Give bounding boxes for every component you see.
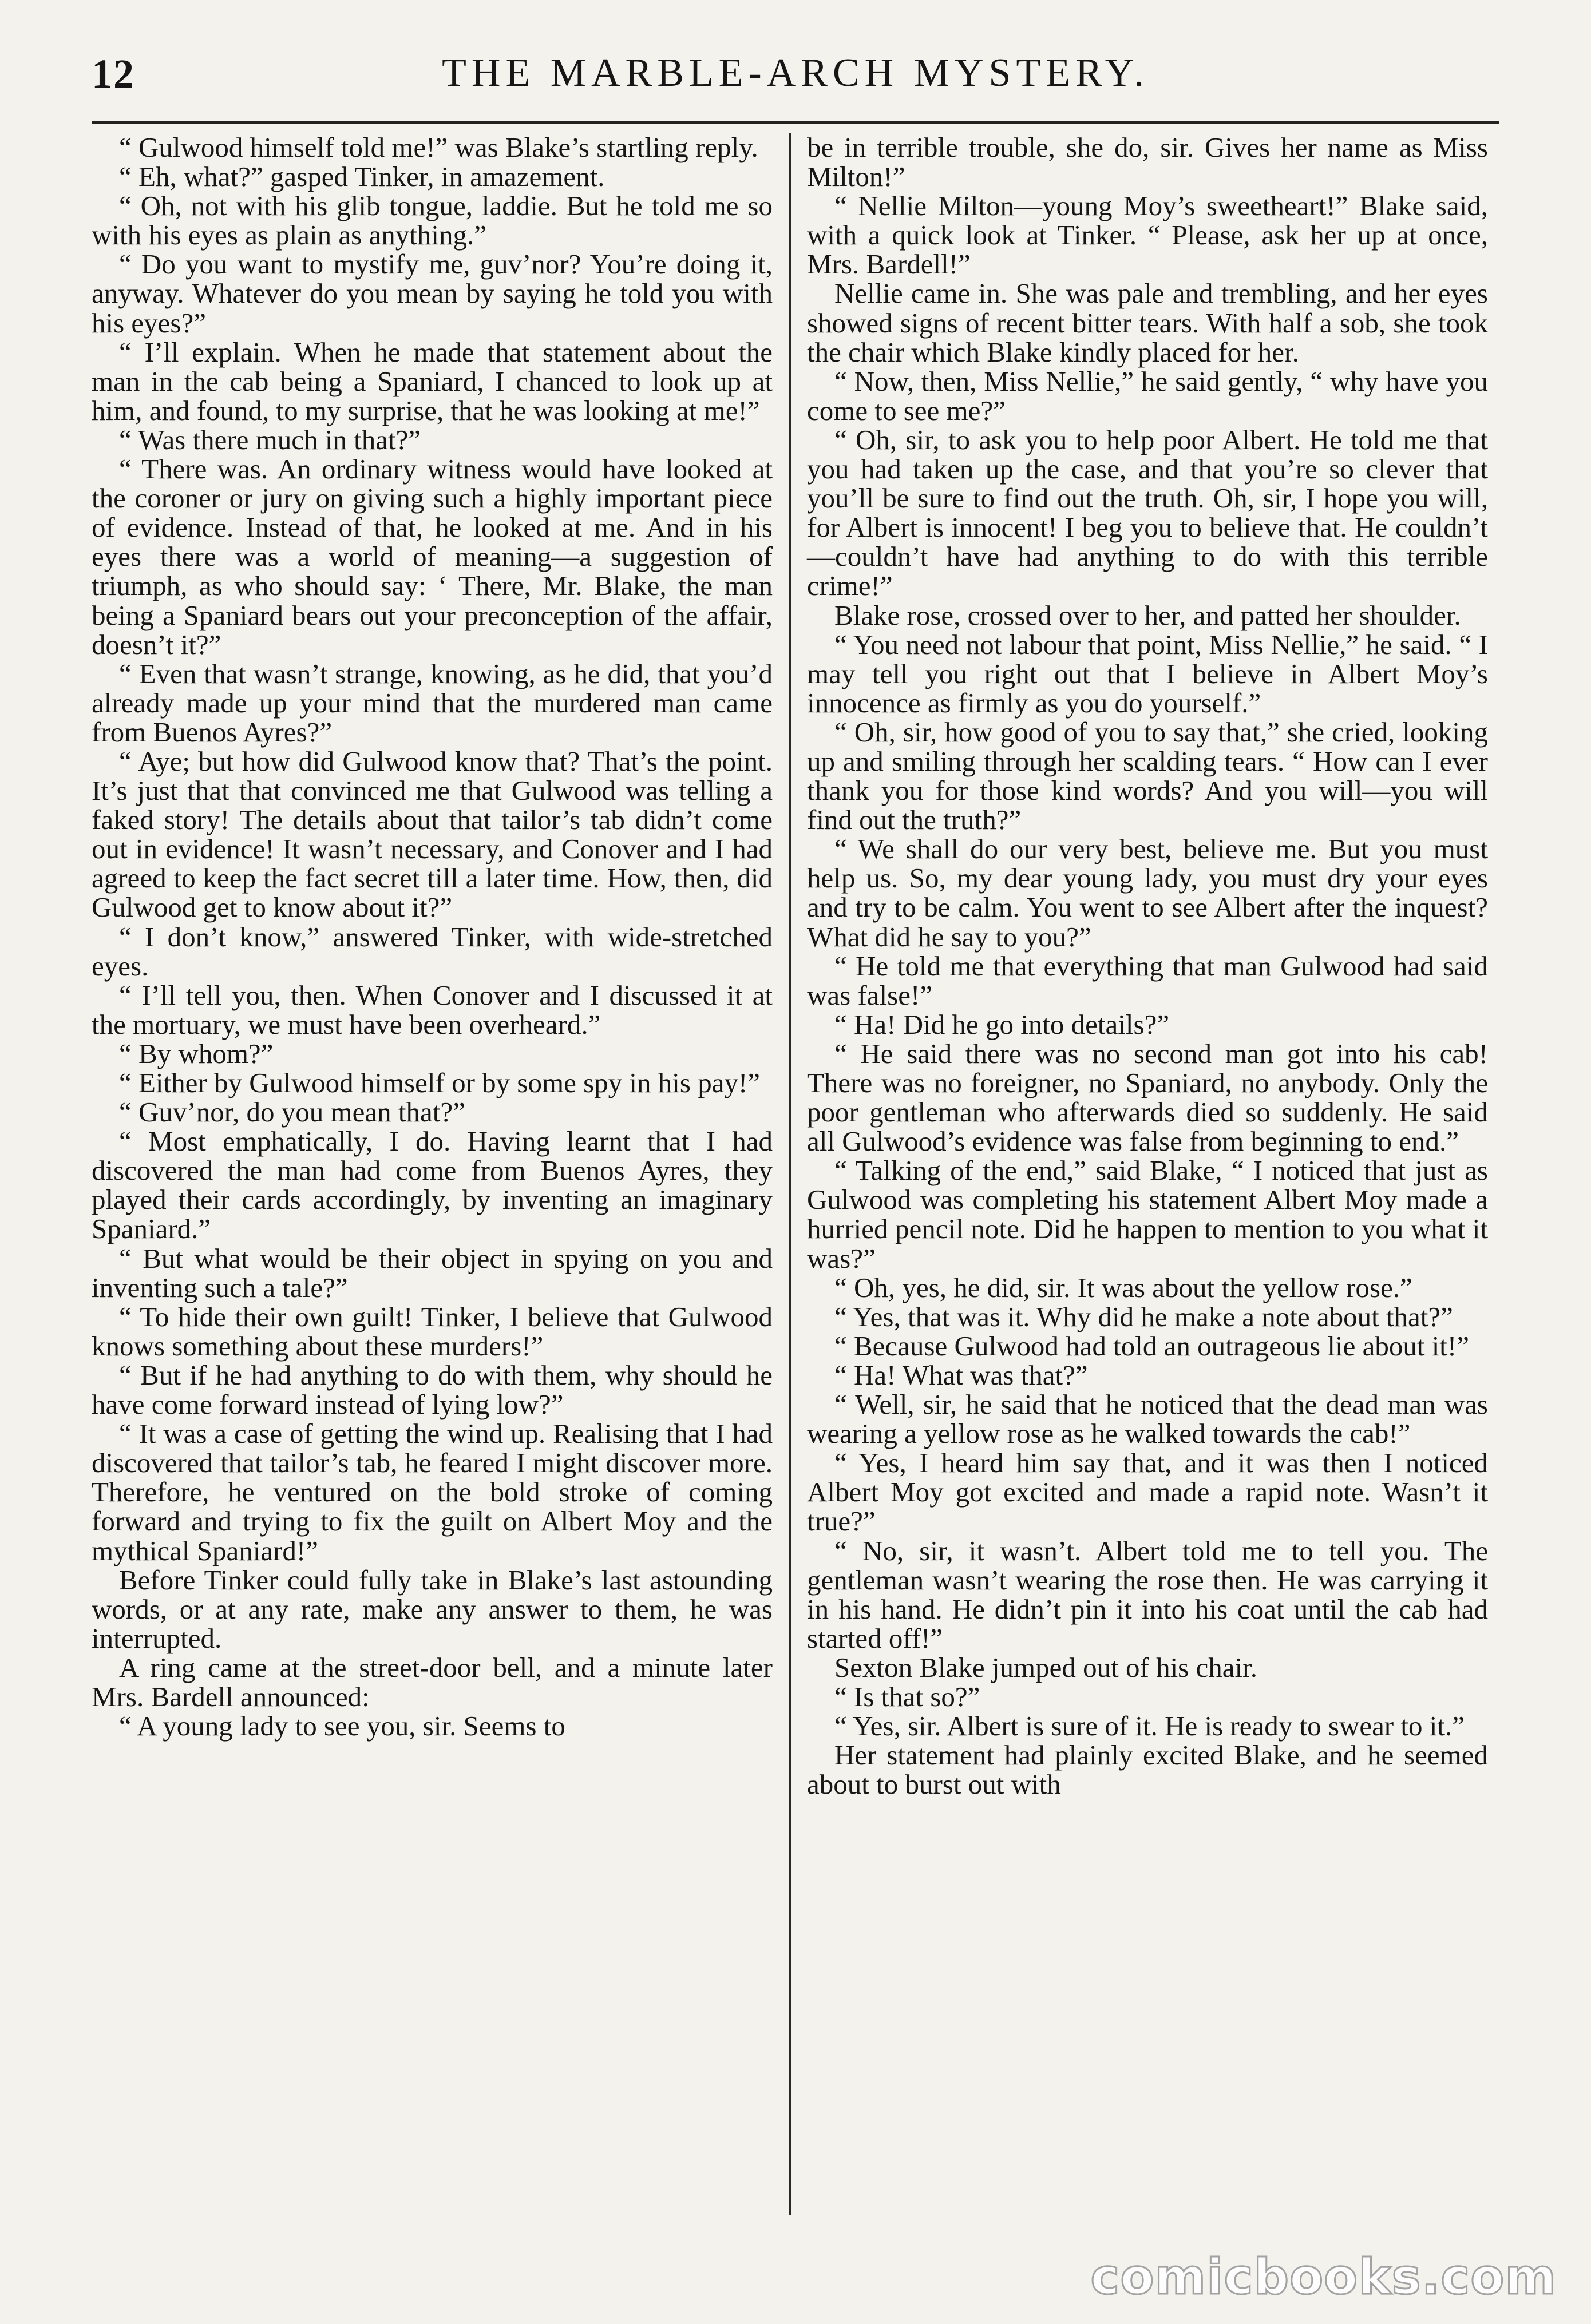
paragraph: “ You need not labour that point, Miss Nellie,” he said. “ I may tell you right out that I believe in Albert Moy’s innocence as firmly as you do yourself.” (807, 628, 1488, 719)
paragraph: “ Yes, sir. Albert is sure of it. He is ready to swear to it.” (834, 1710, 1465, 1742)
paragraph: Her statement had plainly excited Blake, and he seemed about to burst out with (807, 1739, 1488, 1800)
paragraph: “ Yes, that was it. Why did he make a note about that?” (834, 1300, 1453, 1332)
paragraph: “ Oh, sir, how good of you to say that,” she cried, looking up and smiling through her scalding tears. “ How can I ever thank you for those kind words? And you will—you will find out the truth?” (807, 716, 1488, 836)
paragraph: “ Yes, I heard him say that, and it was then I noticed Albert Moy got excited and made a rapid note. Wasn’t it true?” (807, 1447, 1488, 1537)
paragraph: “ Gulwood himself told me!” was Blake’s startling reply. (119, 132, 758, 163)
paragraph: Sexton Blake jumped out of his chair. (834, 1651, 1257, 1683)
paragraph: Nellie came in. She was pale and trembling, and her eyes showed signs of recent bitter tears. With half a sob, she took the chair which Blake kindly placed for her. (807, 277, 1488, 368)
paragraph: “ He said there was no second man got into his cab! There was no foreigner, no Spaniard, no anybody. Only the poor gentleman who afterwards died so suddenly. He said all Gulwood’s evidence was false from beginning to end.” (807, 1037, 1488, 1157)
paragraph: “ Talking of the end,” said Blake, “ I noticed that just as Gulwood was completing his statement Albert Moy made a hurried pencil note. Did he happen to mention to you what it was?” (807, 1155, 1488, 1274)
column-divider (789, 133, 791, 2215)
paragraph: “ Even that wasn’t strange, knowing, as he did, that you’d already made up your mind that the murdered man came from Buenos Ayres?” (92, 657, 773, 748)
paragraph: “ There was. An ordinary witness would have looked at the coroner or jury on giving such a highly important piece of evidence. Instead of that, he looked at me. And in his eyes there was a world of meaning—a suggestion of triumph, as who should say: ‘ There, Mr. Blake, the man being a Spaniard bears out your preconception of the affair, doesn’t it?” (92, 453, 773, 660)
paragraph: “ We shall do our very best, believe me. But you must help us. So, my dear young lady, you must dry your eyes and try to be calm. You went to see Albert after the inquest? What did he say to you?” (807, 833, 1488, 953)
right-column (807, 133, 1488, 1799)
paragraph: “ But what would be their object in spying on you and inventing such a tale?” (92, 1242, 773, 1303)
paragraph: “ To hide their own guilt! Tinker, I believe that Gulwood knows something about these murders!” (92, 1300, 773, 1362)
paragraph: be in terrible trouble, she do, sir. Gives her name as Miss Milton!” (807, 132, 1488, 193)
paragraph: “ Ha! What was that?” (834, 1359, 1088, 1391)
paragraph: “ Is that so?” (834, 1680, 980, 1712)
paragraph: “ Do you want to mystify me, guv’nor? You’re doing it, anyway. Whatever do you mean by saying he told you with his eyes?” (92, 248, 773, 339)
paragraph: “ He told me that everything that man Gulwood had said was false!” (807, 950, 1488, 1011)
paragraph: “ Was there much in that?” (119, 423, 421, 455)
paragraph: “ No, sir, it wasn’t. Albert told me to tell you. The gentleman wasn’t wearing the rose then. He was carrying it in his hand. He didn’t pin it into his coat until the cab had started off!” (807, 1534, 1488, 1654)
paragraph: “ Because Gulwood had told an outrageous lie about it!” (834, 1330, 1469, 1362)
paragraph: “ Nellie Milton—young Moy’s sweetheart!” Blake said, with a quick look at Tinker. “ Please, ask her up at once, Mrs. Bardell!” (807, 190, 1488, 280)
paragraph: “ I’ll tell you, then. When Conover and I discussed it at the mortuary, we must have been overheard.” (92, 979, 773, 1040)
watermark-logo: comicbooks.com (1090, 2248, 1557, 2306)
paragraph: “ It was a case of getting the wind up. Realising that I had discovered that tailor’s tab, he feared I might discover more. Therefore, he ventured on the bold stroke of coming forward and trying to fix the guilt on Albert Moy and the mythical Spaniard!” (92, 1418, 773, 1566)
paragraph: “ Oh, sir, to ask you to help poor Albert. He told me that you had taken up the case, and that you’re so clever that you’ll be sure to find out the truth. Oh, sir, I hope you will, for Albert is innocent! I beg you to believe that. He couldn’t—couldn’t have had anything to do with this terrible crime!” (807, 423, 1488, 602)
paragraph: “ By whom?” (119, 1037, 274, 1069)
paragraph: “ Aye; but how did Gulwood know that? That’s the point. It’s just that that convinced me that Gulwood was telling a faked story! The details about that tailor’s tab didn’t come out in evidence! It wasn’t necessary, and Conover and I had agreed to keep the fact secret till a later time. How, then, did Gulwood get to know about it?” (92, 745, 773, 923)
running-title: THE MARBLE-ARCH MYSTERY. (442, 51, 1149, 95)
paragraph: Before Tinker could fully take in Blake’s last astounding words, or at any rate, make any answer to them, he was interrupted. (92, 1564, 773, 1654)
paragraph: “ But if he had anything to do with them, why should he have come forward instead of lying low?” (92, 1359, 773, 1421)
paragraph: “ Now, then, Miss Nellie,” he said gently, “ why have you come to see me?” (807, 365, 1488, 426)
paragraph: “ Guv’nor, do you mean that?” (119, 1096, 465, 1128)
paragraph: Blake rose, crossed over to her, and patted her shoulder. (834, 599, 1461, 631)
paragraph: “ Well, sir, he said that he noticed that the dead man was wearing a yellow rose as he walked towards the cab!” (807, 1389, 1488, 1450)
paragraph: “ Eh, what?” gasped Tinker, in amazement. (119, 161, 605, 193)
paragraph: “ A young lady to see you, sir. Seems to (119, 1710, 565, 1742)
paragraph: “ Ha! Did he go into details?” (834, 1008, 1170, 1040)
paragraph: “ Oh, not with his glib tongue, laddie. But he told me so with his eyes as plain as anything.” (92, 190, 773, 251)
left-column (92, 133, 773, 1740)
paragraph: “ Oh, yes, he did, sir. It was about the yellow rose.” (834, 1271, 1412, 1303)
paragraph: “ I don’t know,” answered Tinker, with wide-stretched eyes. (92, 921, 773, 982)
paragraph: “ I’ll explain. When he made that statement about the man in the cab being a Spaniard, I chanced to look up at him, and found, to my surprise, that he was looking at me!” (92, 336, 773, 426)
header-rule (92, 121, 1499, 124)
page-header (92, 50, 1499, 113)
paragraph: A ring came at the street-door bell, and a minute later Mrs. Bardell announced: (92, 1651, 773, 1712)
paragraph: “ Either by Gulwood himself or by some spy in his pay!” (119, 1067, 761, 1098)
page-number: 12 (92, 51, 135, 97)
paragraph: “ Most emphatically, I do. Having learnt that I had discovered the man had come from Buenos Ayres, they played their cards accordingly, by inventing an imaginary Spaniard.” (92, 1125, 773, 1245)
